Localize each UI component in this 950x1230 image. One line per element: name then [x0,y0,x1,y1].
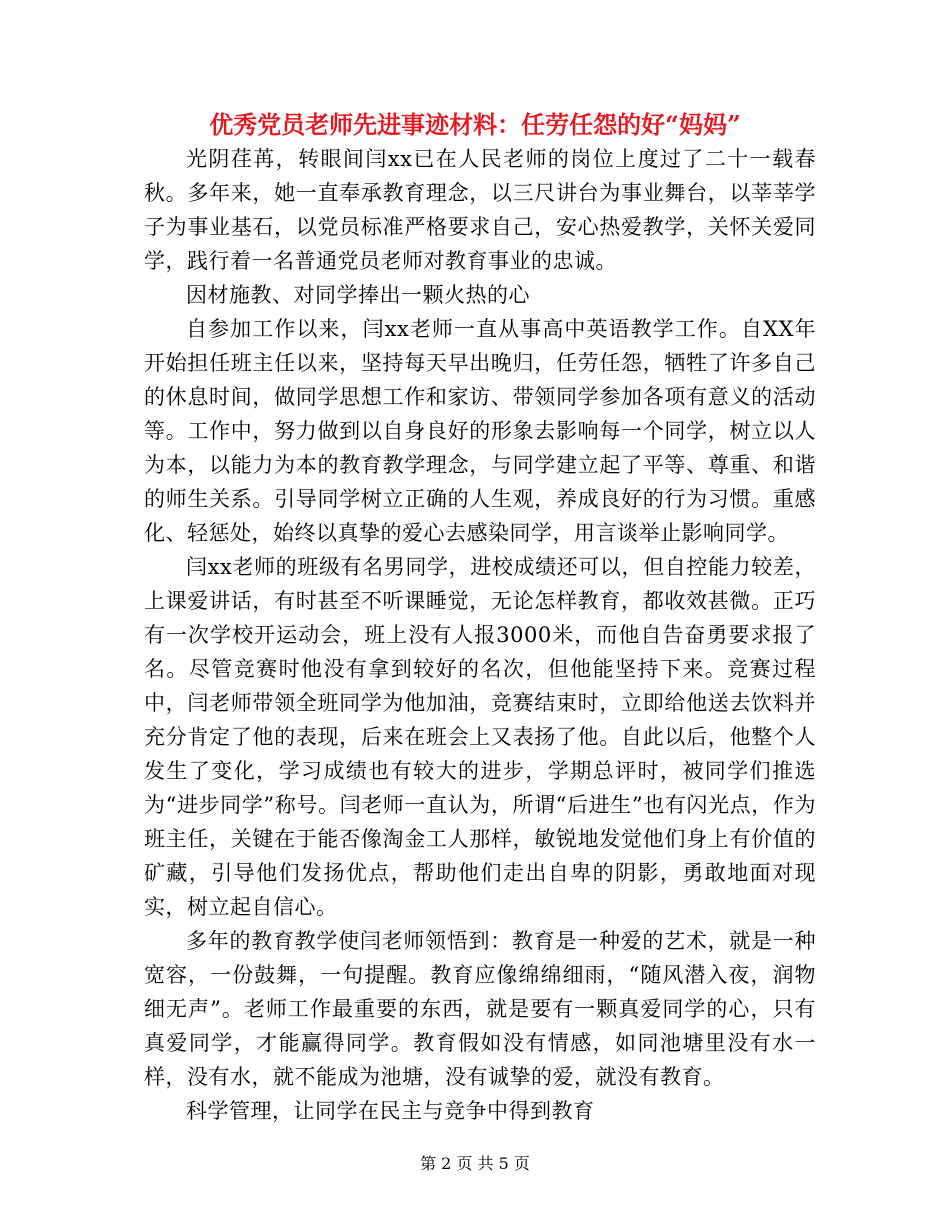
section-heading-management: 科学管理，让同学在民主与竞争中得到教育 [186,1099,595,1123]
paragraph-student-story: 闫xx老师的班级有名男同学，进校成绩还可以，但自控能力较差，上课爱讲话，有时甚至不听课睡觉，无论怎样教育，都收效甚微。正巧有一次学校开运动会，班上没有人报3000米，而他自告奋勇要求报了名。尽管竞赛时他没有拿到较好的名次，但他能坚持下来。竞赛过程中，闫老师带领全班同学为他加油，竞赛结束时，立即给他送去饮料并充分肯定了他的表现，后来在班会上又表扬了他。自此以后，他整个人发生了变化，学习成绩也有较大的进步，学期总评时，被同学们推选为“进步同学”称号。闫老师一直认为，所谓“后进生”也有闪光点，作为班主任，关键在于能否像淘金工人那样，敏锐地发觉他们身上有价值的矿藏，引导他们发扬优点，帮助他们走出自卑的阴影，勇敢地面对现实，树立起自信心。 [144,555,816,919]
section-heading-teaching: 因材施教、对同学捧出一颗火热的心 [186,283,530,307]
paragraph-intro: 光阴荏苒，转眼间闫xx已在人民老师的岗位上度过了二十一载春秋。多年来，她一直奉承教育理念，以三尺讲台为事业舞台，以莘莘学子为事业基石，以党员标准严格要求自己，安心热爱教学，关怀关爱同学，践行着一名普通党员老师对教育事业的忠诚。 [144,147,816,273]
paragraph-education-philosophy: 多年的教育教学使闫老师领悟到：教育是一种爱的艺术，就是一种宽容，一份鼓舞，一句提醒。教育应像绵绵细雨，“随风潜入夜，润物细无声”。老师工作最重要的东西，就是要有一颗真爱同学的心，只有真爱同学，才能赢得同学。教育假如没有情感，如同池塘里没有水一样，没有水，就不能成为池塘，没有诚挚的爱，就没有教育。 [144,929,816,1089]
paragraph-career: 自参加工作以来，闫xx老师一直从事高中英语教学工作。自XX年开始担任班主任以来，坚持每天早出晚归，任劳任怨，牺牲了许多自己的休息时间，做同学思想工作和家访、带领同学参加各项有意义的活动等。工作中，努力做到以自身良好的形象去影响每一个同学，树立以人为本，以能力为本的教育教学理念，与同学建立起了平等、尊重、和谐的师生关系。引导同学树立正确的人生观，养成良好的行为习惯。重感化、轻惩处，始终以真挚的爱心去感染同学，用言谈举止影响同学。 [144,317,816,545]
document-title: 优秀党员老师先进事迹材料：任劳任怨的好“妈妈” [209,110,741,139]
document-body [144,142,816,1128]
page-number-footer: 第 2 页 共 5 页 [420,1154,530,1173]
